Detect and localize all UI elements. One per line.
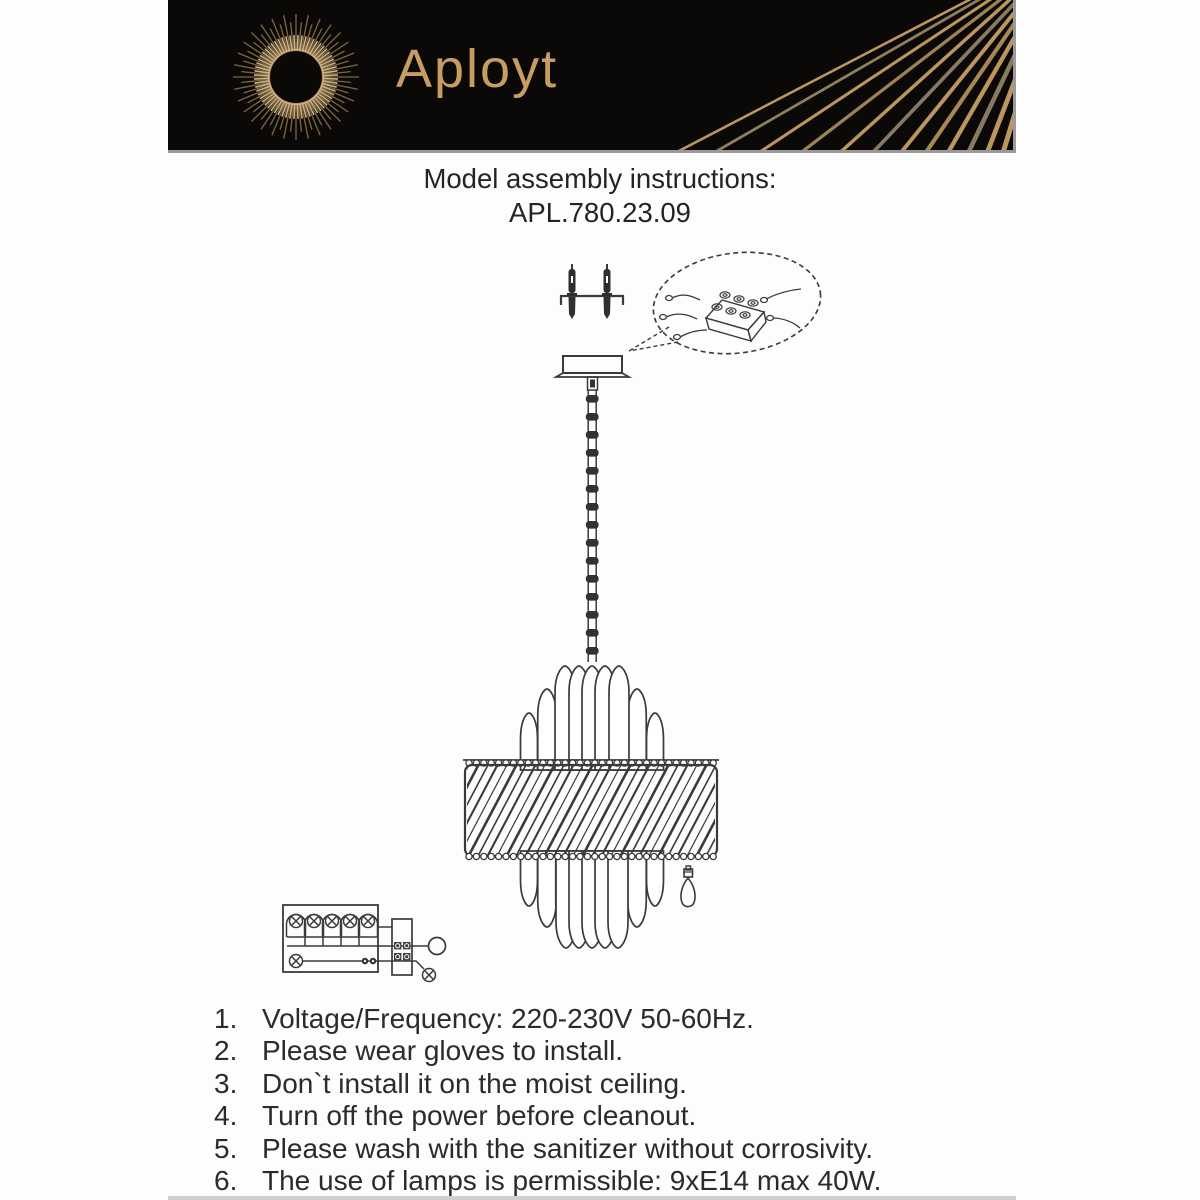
item-text: Don`t install it on the moist ceiling. <box>262 1067 687 1099</box>
brand-name: Aployt <box>396 39 559 99</box>
brand-banner <box>168 0 1016 153</box>
wiring-diagram-icon <box>283 905 446 982</box>
chain-icon <box>586 390 599 662</box>
item-text: Please wash with the sanitizer without corrosivity. <box>262 1132 874 1164</box>
item-number: 5. <box>214 1132 238 1164</box>
assembly-diagram <box>0 240 1200 1002</box>
item-text: Turn off the power before cleanout. <box>262 1100 697 1132</box>
terminal-screws-icon <box>712 292 758 318</box>
screw-anchor-icon <box>567 264 577 319</box>
mounting-bracket-icon <box>561 264 623 319</box>
list-item <box>214 1133 1044 1165</box>
list-item <box>214 1068 1044 1100</box>
instruction-list <box>214 1003 1044 1197</box>
item-number: 2. <box>214 1035 238 1067</box>
item-text: Voltage/Frequency: 220-230V 50-60Hz. <box>262 1003 754 1034</box>
list-item <box>214 1100 1044 1132</box>
list-item <box>214 1035 1044 1067</box>
model-number: APL.780.23.09 <box>509 196 691 228</box>
bulb-icon <box>681 866 695 907</box>
gold-rays-decoration-icon <box>168 0 1013 150</box>
item-number: 3. <box>214 1067 238 1099</box>
item-number: 1. <box>214 1003 238 1034</box>
list-item <box>214 1165 1044 1197</box>
terminal-block-callout-icon <box>629 243 826 363</box>
item-number: 4. <box>214 1100 238 1132</box>
scan-edge-shadow <box>168 1196 1016 1200</box>
title-block <box>0 162 1200 229</box>
item-text: Please wear gloves to install. <box>262 1035 624 1067</box>
item-number: 6. <box>214 1165 238 1197</box>
screw-anchor-icon <box>602 264 612 319</box>
list-item <box>214 1003 1044 1035</box>
ceiling-canopy-icon <box>556 356 629 390</box>
drum-shade-icon <box>420 760 822 860</box>
item-text: The use of lamps is permissible: 9xE14 max 40W. <box>262 1165 882 1197</box>
page-title: Model assembly instructions: <box>423 163 777 194</box>
terminal-contacts-icon <box>394 942 410 960</box>
